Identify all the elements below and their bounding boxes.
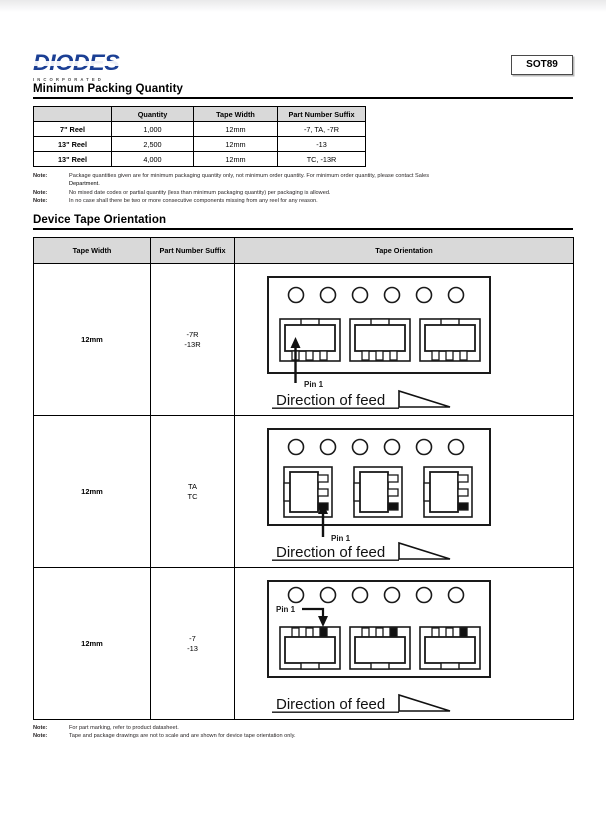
orientation-section-rule [33,228,573,230]
note-item [33,732,573,740]
note-text: In no case shall there be two or more consecutive components missing from any reel for any reason. [69,197,318,204]
orientation-header-tape-width: Tape Width [34,238,151,264]
note-item [33,197,573,205]
orientation-notes [33,724,573,740]
packing-cell-quantity: 4,000 [112,152,194,167]
orientation-cell-diagram [235,264,574,416]
direction-of-feed-group [272,695,450,713]
orientation-cell-suffix [151,568,235,720]
table-row [34,568,574,720]
packing-section-rule [33,97,573,99]
packing-cell-suffix: -13 [278,137,366,152]
note-continuation: Department. [69,181,100,188]
orientation-cell-diagram [235,568,574,720]
package-badge: SOT89 [511,55,573,75]
suffix-line-1: -7 [189,633,196,643]
packing-cell-reel: 7" Reel [34,122,112,137]
note-text: Tape and package drawings are not to scale and are shown for device tape orientation only. [69,733,296,740]
packing-section-title: Minimum Packing Quantity [33,83,184,95]
feed-label-row2: Direction of feed [276,543,386,561]
packing-cell-tape-width: 12mm [194,137,278,152]
device-tape-orientation-section [33,214,573,741]
direction-of-feed-group [272,543,450,561]
table-row [34,122,366,137]
tape-diagram-row3 [254,575,554,713]
packing-table-header-row [34,107,366,122]
orientation-header-tape-orientation: Tape Orientation [235,238,574,264]
note-label: Note: [33,733,48,740]
tape-drawing [254,271,554,409]
tape-diagram-row2 [254,423,554,561]
note-text: Package quantities given are for minimum packaging quantity only, not minimum order quantity. For minimum order quantity, please contact Sales [69,173,430,180]
orientation-header-suffix: Part Number Suffix [151,238,235,264]
suffix-line-1: -7R [186,329,199,339]
orientation-section-title: Device Tape Orientation [33,214,167,226]
suffix-line-1: TA [187,481,198,491]
feed-label-row1: Direction of feed [276,391,386,409]
packing-cell-quantity: 1,000 [112,122,194,137]
table-row [34,264,574,416]
note-item [33,172,573,180]
tape-drawing [254,575,554,713]
tape-drawing [254,423,554,561]
note-label: Note: [33,197,48,204]
table-row [34,416,574,568]
table-row [34,152,366,167]
packing-header-suffix: Part Number Suffix [278,107,366,122]
packing-notes [33,172,573,205]
packing-cell-tape-width: 12mm [194,122,278,137]
note-label: Note: [33,173,48,180]
packing-cell-reel: 13" Reel [34,137,112,152]
packing-cell-suffix: -7, TA, -7R [278,122,366,137]
logo-subtitle: INCORPORATED [33,77,104,82]
tape-orientation-table [33,237,574,720]
orientation-header-row [34,238,574,264]
page-top-band [0,0,606,12]
note-text: No mixed date codes or partial quantity (less than minimum packaging quantity) per packaging is allowed. [69,189,331,196]
minimum-packing-quantity-section [33,83,573,205]
orientation-cell-tape-width: 12mm [34,264,151,416]
packing-cell-quantity: 2,500 [112,137,194,152]
note-item [33,189,573,197]
packing-header-quantity: Quantity [112,107,194,122]
note-text: For part marking, refer to product datasheet. [69,725,179,732]
packing-header-blank [34,107,112,122]
note-label: Note: [33,189,48,196]
suffix-line-2: TC [187,491,198,501]
note-item [33,724,573,732]
packing-cell-suffix: TC, -13R [278,152,366,167]
suffix-line-2: -13R [184,339,201,349]
diodes-logo [33,52,155,82]
table-row [34,137,366,152]
suffix-line-2: -13 [187,643,198,653]
orientation-cell-suffix [151,264,235,416]
orientation-cell-diagram [235,416,574,568]
feed-label-row3: Direction of feed [276,695,386,713]
packing-header-tape-width: Tape Width [194,107,278,122]
pin1-label-row3: Pin 1 [276,604,296,614]
logo-stripe [34,61,153,66]
packing-cell-tape-width: 12mm [194,152,278,167]
pin1-label-row1: Pin 1 [304,379,324,389]
tape-diagram-row1 [254,271,554,409]
pin1-label-row2: Pin 1 [331,533,351,543]
packing-quantity-table [33,106,366,167]
orientation-cell-tape-width: 12mm [34,416,151,568]
page-header [0,24,606,82]
direction-of-feed-group [272,391,450,409]
note-label: Note: [33,725,48,732]
orientation-cell-suffix [151,416,235,568]
orientation-cell-tape-width: 12mm [34,568,151,720]
packing-cell-reel: 13" Reel [34,152,112,167]
